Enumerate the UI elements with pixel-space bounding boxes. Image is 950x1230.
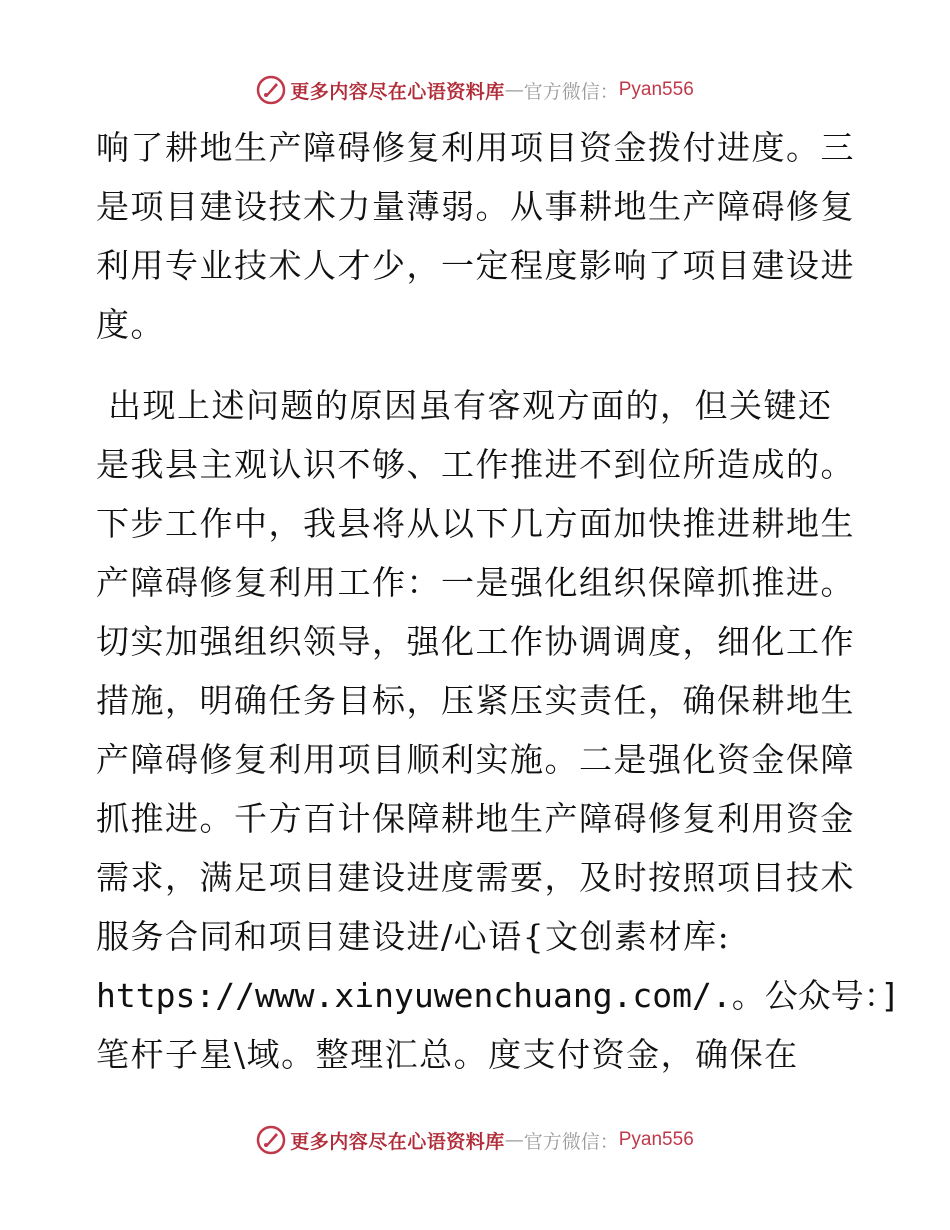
- text-line: 产障碍修复利用项目顺利实施。二是强化资金保障: [96, 740, 855, 779]
- header-wechat-id: Pyan556: [618, 79, 694, 100]
- text-line: 度。: [96, 305, 165, 344]
- header-banner: [0, 70, 950, 110]
- footer-banner-text: 更多内容尽在心语资料库: [290, 1130, 505, 1153]
- text-line: 下步工作中，我县将从以下几方面加快推进耕地生: [96, 504, 855, 543]
- text-line: 措施，明确任务目标，压紧压实责任，确保耕地生: [96, 681, 855, 720]
- text-line: 是我县主观认识不够、工作推进不到位所造成的。: [96, 445, 855, 484]
- text-line: 响了耕地生产障碍修复利用项目资金拨付进度。三: [96, 128, 855, 167]
- header-banner-subtitle: 官方微信：: [523, 80, 619, 103]
- header-banner-text: 更多内容尽在心语资料库: [290, 80, 505, 103]
- footer-banner-separator: —: [504, 1129, 524, 1151]
- text-line: 利用专业技术人才少，一定程度影响了项目建设进: [96, 246, 855, 285]
- text-line: 是项目建设技术力量薄弱。从事耕地生产障碍修复: [96, 187, 855, 226]
- text-line: 切实加强组织领导，强化工作协调调度，细化工作: [96, 622, 855, 661]
- text-line: 服务合同和项目建设进/心语{文创素材库:: [96, 917, 731, 956]
- url-line: https://www.xinyuwenchuang.com/.。公众号：]: [96, 976, 901, 1015]
- header-banner-separator: —: [504, 79, 524, 101]
- text-line: 抓推进。千方百计保障耕地生产障碍修复利用资金: [96, 799, 855, 838]
- quill-logo-icon: [256, 75, 286, 105]
- footer-banner-subtitle: 官方微信：: [523, 1130, 619, 1153]
- paragraph-gap: [96, 354, 856, 376]
- paragraph-2: [96, 376, 901, 1084]
- text-line: 产障碍修复利用工作：一是强化组织保障抓推进。: [96, 563, 855, 602]
- text-line: 笔杆子星\域。整理汇总。度支付资金，确保在: [96, 1035, 799, 1074]
- quill-logo-icon: [256, 1125, 286, 1155]
- paragraph-1: [96, 118, 856, 354]
- footer-banner: [0, 1120, 950, 1160]
- text-line: 出现上述问题的原因虽有客观方面的，但关键还: [96, 386, 833, 425]
- body-text: [96, 118, 901, 1084]
- footer-wechat-id: Pyan556: [618, 1129, 694, 1150]
- text-line: 需求，满足项目建设进度需要，及时按照项目技术: [96, 858, 855, 897]
